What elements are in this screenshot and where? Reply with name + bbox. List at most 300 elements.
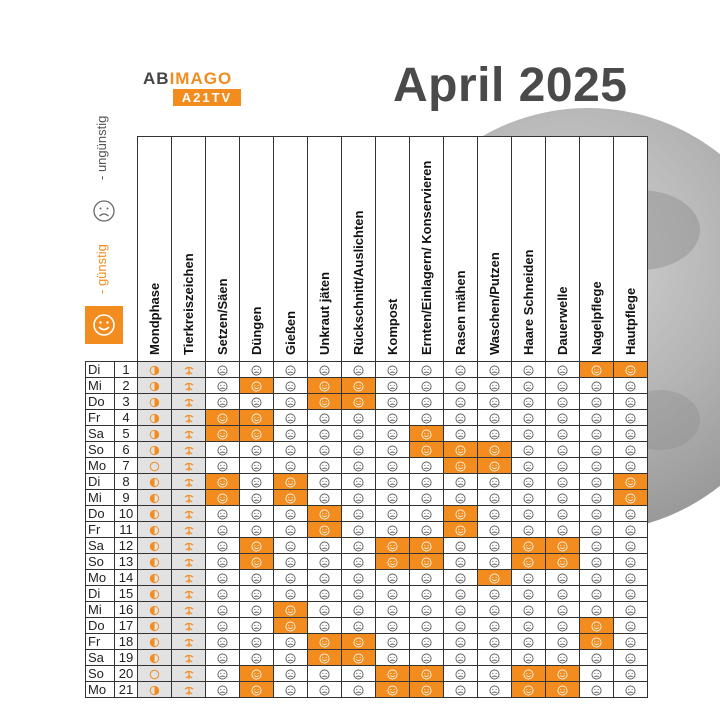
table-row (86, 490, 648, 506)
sad-face-icon (251, 570, 262, 585)
happy-face-icon (421, 426, 432, 441)
date-cell: 21 (115, 682, 138, 698)
happy-face-icon (319, 394, 330, 409)
table-row (86, 538, 648, 554)
unfavorable-cell (478, 506, 512, 522)
sad-face-icon (455, 394, 466, 409)
date-cell: 3 (115, 394, 138, 410)
sad-face-icon (353, 490, 364, 505)
date-cell: 10 (115, 506, 138, 522)
favorable-cell (444, 522, 478, 538)
moon-phase-icon (149, 410, 160, 425)
table-body (86, 362, 648, 698)
unfavorable-cell (580, 602, 614, 618)
zodiac-icon (183, 666, 195, 681)
unfavorable-cell (240, 506, 274, 522)
unfavorable-cell (240, 442, 274, 458)
weekday-cell: So (86, 554, 115, 570)
column-header-label: Nagelpflege (588, 281, 604, 355)
zodiac-icon (183, 618, 195, 633)
table-row (86, 570, 648, 586)
happy-face-icon (455, 458, 466, 473)
date-cell: 12 (115, 538, 138, 554)
sad-face-icon (285, 458, 296, 473)
moon-phase-cell (138, 586, 172, 602)
sad-face-icon (625, 458, 636, 473)
unfavorable-cell (478, 618, 512, 634)
unfavorable-cell (240, 634, 274, 650)
column-header-label: Rückschnitt/Auslichten (350, 210, 366, 355)
unfavorable-cell (410, 570, 444, 586)
zodiac-cell (172, 618, 206, 634)
moon-phase-cell (138, 602, 172, 618)
unfavorable-cell (444, 650, 478, 666)
table-row (86, 474, 648, 490)
sad-face-icon (353, 506, 364, 521)
sad-face-icon (557, 618, 568, 633)
unfavorable-cell (478, 538, 512, 554)
sad-face-icon (285, 570, 296, 585)
sad-face-icon (557, 634, 568, 649)
sad-face-icon (251, 458, 262, 473)
unfavorable-cell (206, 378, 240, 394)
sad-face-icon (387, 490, 398, 505)
weekday-cell: Sa (86, 650, 115, 666)
zodiac-icon (183, 490, 195, 505)
sad-face-icon (489, 586, 500, 601)
happy-face-icon (251, 378, 262, 393)
unfavorable-cell (240, 570, 274, 586)
unfavorable-cell (512, 410, 546, 426)
favorable-cell (444, 442, 478, 458)
happy-face-icon (251, 410, 262, 425)
unfavorable-cell (546, 474, 580, 490)
unfavorable-cell (444, 586, 478, 602)
zodiac-cell (172, 650, 206, 666)
favorable-cell (410, 538, 444, 554)
sad-face-icon (387, 586, 398, 601)
sad-face-icon (489, 426, 500, 441)
sad-face-icon (557, 442, 568, 457)
sad-face-icon (455, 410, 466, 425)
sad-face-icon (421, 650, 432, 665)
happy-face-icon (523, 538, 534, 553)
sad-face-icon (285, 426, 296, 441)
happy-face-icon (591, 634, 602, 649)
unfavorable-cell (274, 426, 308, 442)
column-header (342, 137, 376, 362)
sad-face-icon (591, 426, 602, 441)
sad-face-icon (353, 442, 364, 457)
weekday-cell: Mo (86, 458, 115, 474)
unfavorable-cell (444, 618, 478, 634)
unfavorable-cell (410, 522, 444, 538)
legend-good-label: - günstig (94, 244, 109, 294)
unfavorable-cell (478, 474, 512, 490)
weekday-cell: Do (86, 618, 115, 634)
sad-face-icon (591, 442, 602, 457)
happy-face-icon (217, 426, 228, 441)
unfavorable-cell (342, 474, 376, 490)
happy-face-icon (455, 442, 466, 457)
sad-face-icon (455, 538, 466, 553)
sad-face-icon (421, 570, 432, 585)
sad-face-icon (285, 506, 296, 521)
weekday-cell: Do (86, 394, 115, 410)
table-row (86, 634, 648, 650)
happy-face-icon (285, 474, 296, 489)
moon-phase-icon (149, 506, 160, 521)
unfavorable-cell (342, 602, 376, 618)
unfavorable-cell (512, 378, 546, 394)
happy-face-icon (251, 666, 262, 681)
sad-face-icon (353, 602, 364, 617)
unfavorable-cell (444, 570, 478, 586)
moon-phase-cell (138, 554, 172, 570)
unfavorable-cell (614, 426, 648, 442)
sad-face-icon (625, 618, 636, 633)
unfavorable-cell (308, 474, 342, 490)
favorable-cell (308, 506, 342, 522)
favorable-cell (410, 442, 444, 458)
unfavorable-cell (580, 394, 614, 410)
favorable-cell (512, 666, 546, 682)
sad-face-icon (387, 650, 398, 665)
date-cell: 2 (115, 378, 138, 394)
unfavorable-cell (546, 570, 580, 586)
sad-face-icon (353, 522, 364, 537)
unfavorable-cell (240, 618, 274, 634)
favorable-cell (274, 474, 308, 490)
sad-face-icon (251, 474, 262, 489)
unfavorable-cell (444, 362, 478, 378)
zodiac-cell (172, 506, 206, 522)
column-header-label: Tierkreiszeichen (180, 253, 196, 355)
sad-face-icon (523, 442, 534, 457)
table-row (86, 522, 648, 538)
unfavorable-cell (206, 394, 240, 410)
unfavorable-cell (580, 522, 614, 538)
date-cell: 6 (115, 442, 138, 458)
unfavorable-cell (308, 362, 342, 378)
date-cell: 13 (115, 554, 138, 570)
sad-face-icon (591, 570, 602, 585)
unfavorable-cell (342, 554, 376, 570)
happy-face-icon (557, 682, 568, 697)
unfavorable-cell (274, 682, 308, 698)
unfavorable-cell (444, 410, 478, 426)
unfavorable-cell (546, 394, 580, 410)
sad-face-icon (523, 522, 534, 537)
unfavorable-cell (274, 554, 308, 570)
column-header-label: Gießen (282, 310, 298, 355)
sad-face-icon (251, 522, 262, 537)
unfavorable-cell (376, 410, 410, 426)
happy-face-icon (217, 490, 228, 505)
weekday-cell: Di (86, 586, 115, 602)
zodiac-cell (172, 378, 206, 394)
sad-face-icon (319, 570, 330, 585)
sad-face-icon (625, 410, 636, 425)
happy-face-icon (353, 634, 364, 649)
moon-phase-icon (149, 538, 160, 553)
sad-face-icon (591, 538, 602, 553)
unfavorable-cell (308, 410, 342, 426)
unfavorable-cell (614, 602, 648, 618)
unfavorable-cell (240, 602, 274, 618)
unfavorable-cell (478, 554, 512, 570)
unfavorable-cell (546, 602, 580, 618)
happy-face-icon (489, 570, 500, 585)
happy-face-icon (387, 682, 398, 697)
zodiac-icon (183, 570, 195, 585)
sad-face-icon (455, 586, 466, 601)
zodiac-icon (183, 474, 195, 489)
unfavorable-cell (580, 506, 614, 522)
sad-face-icon (285, 394, 296, 409)
column-header-label: Setzen/Säen (214, 278, 230, 355)
sad-face-icon (217, 634, 228, 649)
sad-face-icon (217, 650, 228, 665)
unfavorable-cell (376, 650, 410, 666)
unfavorable-cell (376, 442, 410, 458)
moon-phase-icon (149, 442, 160, 457)
unfavorable-cell (512, 362, 546, 378)
zodiac-icon (183, 394, 195, 409)
unfavorable-cell (240, 474, 274, 490)
happy-face-icon (319, 650, 330, 665)
column-header (376, 137, 410, 362)
unfavorable-cell (376, 378, 410, 394)
unfavorable-cell (580, 682, 614, 698)
unfavorable-cell (240, 490, 274, 506)
sad-face-icon (319, 426, 330, 441)
sad-face-icon (523, 410, 534, 425)
date-cell: 5 (115, 426, 138, 442)
unfavorable-cell (376, 506, 410, 522)
favorable-cell (376, 666, 410, 682)
sad-face-icon (387, 378, 398, 393)
sad-face-icon (319, 442, 330, 457)
column-header (444, 137, 478, 362)
column-header-label: Hautpflege (622, 287, 638, 355)
favorable-cell (308, 634, 342, 650)
sad-face-icon (591, 474, 602, 489)
sad-face-icon (625, 634, 636, 649)
unfavorable-cell (546, 362, 580, 378)
unfavorable-cell (444, 426, 478, 442)
moon-phase-icon (149, 394, 160, 409)
zodiac-icon (183, 378, 195, 393)
sad-face-icon (353, 682, 364, 697)
unfavorable-cell (410, 362, 444, 378)
sad-face-icon (421, 410, 432, 425)
favorable-cell (478, 458, 512, 474)
sad-face-icon (625, 602, 636, 617)
sad-face-icon (489, 474, 500, 489)
column-header (206, 137, 240, 362)
sad-face-icon (489, 394, 500, 409)
moon-phase-cell (138, 570, 172, 586)
unfavorable-cell (444, 474, 478, 490)
unfavorable-cell (274, 586, 308, 602)
logo-imago: IMAGO (169, 69, 233, 88)
unfavorable-cell (512, 634, 546, 650)
unfavorable-cell (580, 442, 614, 458)
sad-face-icon (489, 618, 500, 633)
sad-face-icon (523, 602, 534, 617)
happy-face-icon (85, 306, 123, 344)
happy-face-icon (217, 410, 228, 425)
sad-face-icon (387, 458, 398, 473)
unfavorable-cell (614, 458, 648, 474)
sad-face-icon (557, 570, 568, 585)
sad-face-icon (251, 442, 262, 457)
favorable-cell (274, 490, 308, 506)
unfavorable-cell (512, 506, 546, 522)
sad-face-icon (489, 378, 500, 393)
happy-face-icon (353, 378, 364, 393)
table-row (86, 586, 648, 602)
moon-phase-cell (138, 474, 172, 490)
unfavorable-cell (410, 410, 444, 426)
date-cell: 9 (115, 490, 138, 506)
moon-phase-cell (138, 682, 172, 698)
happy-face-icon (591, 362, 602, 377)
unfavorable-cell (342, 442, 376, 458)
unfavorable-cell (308, 490, 342, 506)
favorable-cell (240, 682, 274, 698)
sad-face-icon (557, 458, 568, 473)
unfavorable-cell (342, 410, 376, 426)
unfavorable-cell (206, 634, 240, 650)
unfavorable-cell (206, 554, 240, 570)
sad-face-icon (387, 506, 398, 521)
unfavorable-cell (580, 490, 614, 506)
happy-face-icon (557, 666, 568, 681)
moon-phase-cell (138, 394, 172, 410)
unfavorable-cell (342, 682, 376, 698)
sad-face-icon (591, 458, 602, 473)
unfavorable-cell (308, 458, 342, 474)
table-row (86, 378, 648, 394)
sad-face-icon (217, 458, 228, 473)
sad-face-icon (625, 522, 636, 537)
unfavorable-cell (614, 394, 648, 410)
sad-face-icon (285, 682, 296, 697)
happy-face-icon (523, 682, 534, 697)
sad-face-icon (421, 362, 432, 377)
unfavorable-cell (308, 554, 342, 570)
sad-face-icon (523, 474, 534, 489)
sad-face-icon (217, 506, 228, 521)
unfavorable-cell (614, 586, 648, 602)
sad-face-icon (217, 618, 228, 633)
happy-face-icon (387, 666, 398, 681)
sad-face-icon (489, 650, 500, 665)
sad-face-icon (319, 586, 330, 601)
column-header-label: Haare Schneiden (520, 249, 536, 355)
sad-face-icon (625, 378, 636, 393)
unfavorable-cell (614, 522, 648, 538)
sad-face-icon (557, 410, 568, 425)
unfavorable-cell (308, 426, 342, 442)
favorable-cell (614, 490, 648, 506)
happy-face-icon (625, 474, 636, 489)
favorable-cell (206, 474, 240, 490)
unfavorable-cell (274, 394, 308, 410)
unfavorable-cell (342, 426, 376, 442)
favorable-cell (342, 394, 376, 410)
unfavorable-cell (580, 410, 614, 426)
sad-face-icon (217, 522, 228, 537)
sad-face-icon (217, 554, 228, 569)
happy-face-icon (625, 490, 636, 505)
sad-face-icon (353, 570, 364, 585)
zodiac-cell (172, 554, 206, 570)
sad-face-icon (625, 506, 636, 521)
zodiac-icon (183, 538, 195, 553)
table-row (86, 426, 648, 442)
zodiac-cell (172, 522, 206, 538)
date-cell: 17 (115, 618, 138, 634)
favorable-cell (240, 410, 274, 426)
unfavorable-cell (444, 394, 478, 410)
unfavorable-cell (546, 650, 580, 666)
weekday-cell: Sa (86, 426, 115, 442)
moon-phase-cell (138, 522, 172, 538)
column-header (614, 137, 648, 362)
unfavorable-cell (478, 490, 512, 506)
unfavorable-cell (478, 650, 512, 666)
favorable-cell (376, 554, 410, 570)
column-header-label: Kompost (384, 298, 400, 355)
unfavorable-cell (274, 666, 308, 682)
sad-face-icon (251, 634, 262, 649)
unfavorable-cell (546, 634, 580, 650)
unfavorable-cell (206, 602, 240, 618)
unfavorable-cell (546, 586, 580, 602)
unfavorable-cell (410, 458, 444, 474)
column-header-label: Mondphase (146, 282, 162, 355)
column-header-label: Düngen (248, 306, 264, 355)
sad-face-icon (319, 458, 330, 473)
moon-phase-icon (149, 650, 160, 665)
moon-phase-cell (138, 634, 172, 650)
column-header (240, 137, 274, 362)
table-row (86, 666, 648, 682)
weekday-cell: Mi (86, 490, 115, 506)
sad-face-icon (251, 506, 262, 521)
sad-face-icon (591, 682, 602, 697)
sad-face-icon (387, 522, 398, 537)
favorable-cell (410, 666, 444, 682)
unfavorable-cell (546, 378, 580, 394)
column-header-label: Waschen/Putzen (486, 252, 502, 355)
unfavorable-cell (206, 650, 240, 666)
happy-face-icon (421, 554, 432, 569)
unfavorable-cell (512, 618, 546, 634)
page-title: April 2025 (393, 59, 628, 112)
favorable-cell (410, 426, 444, 442)
unfavorable-cell (580, 538, 614, 554)
unfavorable-cell (308, 538, 342, 554)
sad-face-icon (591, 554, 602, 569)
moon-phase-cell (138, 506, 172, 522)
happy-face-icon (421, 666, 432, 681)
moon-phase-icon (149, 570, 160, 585)
sad-face-icon (421, 506, 432, 521)
